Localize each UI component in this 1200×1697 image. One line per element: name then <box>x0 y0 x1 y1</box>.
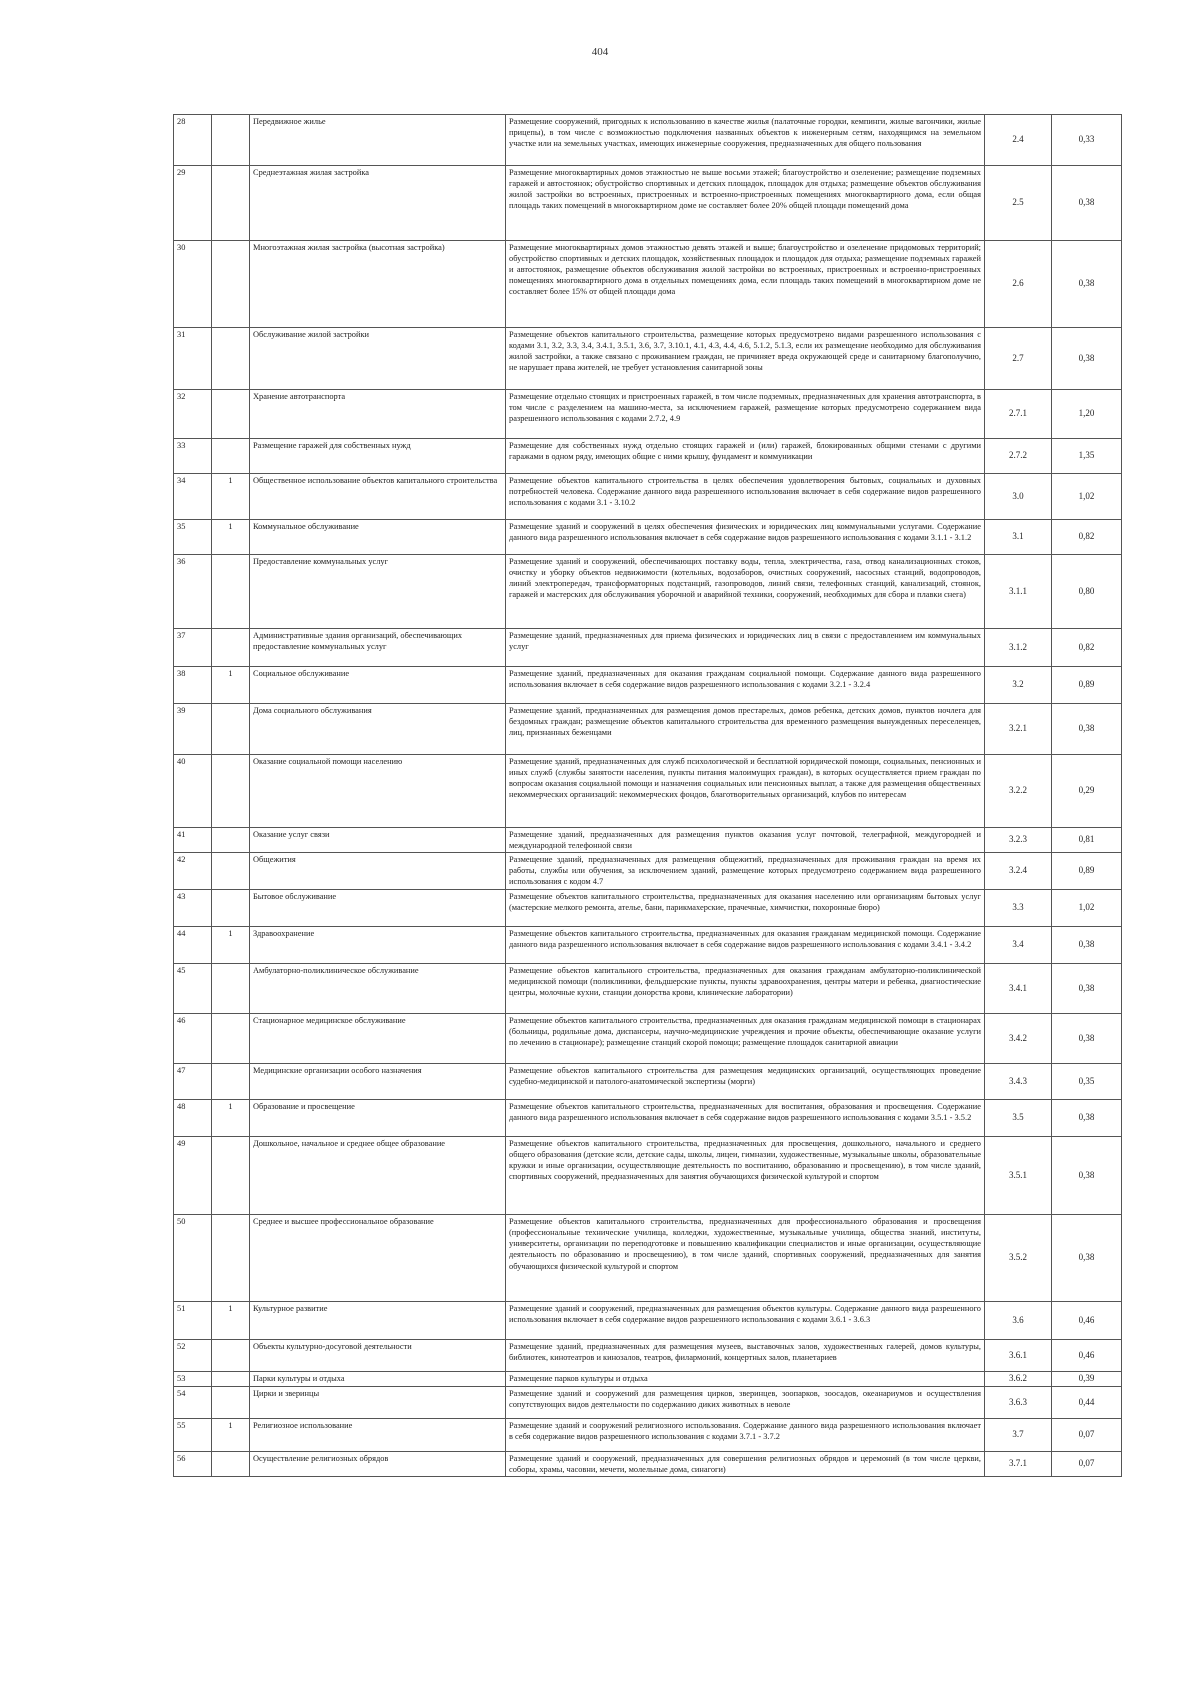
coefficient-value: 0,38 <box>1052 328 1122 390</box>
coefficient-value: 0,82 <box>1052 629 1122 667</box>
row-level <box>212 439 250 474</box>
coefficient-value: 0,38 <box>1052 166 1122 241</box>
land-use-code: 3.7 <box>985 1419 1052 1452</box>
table-row <box>174 629 1122 667</box>
land-use-code: 3.3 <box>985 890 1052 927</box>
coefficient-value: 0,29 <box>1052 755 1122 828</box>
table-row <box>174 520 1122 555</box>
land-use-code: 2.7 <box>985 328 1052 390</box>
land-use-code: 3.4 <box>985 927 1052 964</box>
land-use-code: 3.2.2 <box>985 755 1052 828</box>
page-number: 404 <box>591 46 609 58</box>
row-level <box>212 555 250 629</box>
table-row <box>174 853 1122 890</box>
coefficient-value: 0,38 <box>1052 1137 1122 1215</box>
land-use-description: Размещение парков культуры и отдыха <box>506 1372 985 1387</box>
row-number: 43 <box>174 890 212 927</box>
land-use-name: Многоэтажная жилая застройка (высотная застройка) <box>250 241 506 328</box>
land-use-code: 3.6 <box>985 1302 1052 1340</box>
row-level <box>212 755 250 828</box>
table-row <box>174 1419 1122 1452</box>
land-use-description: Размещение отдельно стоящих и пристроенных гаражей, в том числе подземных, предназначенных для хранения автотранспорта, в том числе с разделением на машино-места, за исключением гаражей, размещение которых предусмотрено содержанием вида разрешенного использования с кодами 2.7.2, 4.9 <box>506 390 985 439</box>
land-use-code: 3.6.1 <box>985 1340 1052 1372</box>
table-row <box>174 1387 1122 1419</box>
table-row <box>174 1100 1122 1137</box>
land-use-code: 3.1 <box>985 520 1052 555</box>
coefficient-value: 0,82 <box>1052 520 1122 555</box>
row-level <box>212 390 250 439</box>
row-level <box>212 1340 250 1372</box>
land-use-name: Оказание услуг связи <box>250 828 506 853</box>
table-row <box>174 166 1122 241</box>
coefficient-value: 0,46 <box>1052 1302 1122 1340</box>
land-use-name: Здравоохранение <box>250 927 506 964</box>
row-number: 46 <box>174 1014 212 1064</box>
row-number: 29 <box>174 166 212 241</box>
land-use-description: Размещение зданий, предназначенных для размещения общежитий, предназначенных для проживания граждан на время их работы, службы или обучения, за исключением зданий, размещение которых предусмотрено содержанием вида разрешенного использования с кодом 4.7 <box>506 853 985 890</box>
row-number: 56 <box>174 1452 212 1477</box>
table-row <box>174 1302 1122 1340</box>
coefficient-value: 0,44 <box>1052 1387 1122 1419</box>
land-use-code: 2.6 <box>985 241 1052 328</box>
land-use-description: Размещение зданий и сооружений в целях обеспечения физических и юридических лиц коммунальными услугами. Содержание данного вида разрешенного использования включает в себя содержание видов разрешенного использования с кодами 3.1.1 - 3.1.2 <box>506 520 985 555</box>
table-row <box>174 890 1122 927</box>
table-row <box>174 755 1122 828</box>
land-use-code: 3.0 <box>985 474 1052 520</box>
land-use-description: Размещение многоквартирных домов этажностью девять этажей и выше; благоустройство и озеленение придомовых территорий; обустройство спортивных и детских площадок, хозяйственных площадок и площадок для отдыха; размещение подземных гаражей и автостоянок, размещение объектов обслуживания жилой застройки во встроенных, пристроенных и встроенно-пристроенных помещениях многоквартирного дома в отдельных помещениях дома, если площадь таких помещений в многоквартирном доме не составляет более 15% от общей площади дома <box>506 241 985 328</box>
land-use-description: Размещение зданий, предназначенных для оказания гражданам социальной помощи. Содержание данного вида разрешенного использования включает в себя содержание видов разрешенного использования с кодами 3.2.1 - 3.2.4 <box>506 667 985 704</box>
coefficient-value: 0,38 <box>1052 927 1122 964</box>
coefficient-value: 0,38 <box>1052 241 1122 328</box>
row-level <box>212 964 250 1014</box>
row-level <box>212 890 250 927</box>
land-use-code: 3.7.1 <box>985 1452 1052 1477</box>
land-use-description: Размещение зданий, предназначенных для размещения музеев, выставочных залов, художественных галерей, домов культуры, библиотек, кинотеатров и кинозалов, театров, филармоний, концертных залов, планетариев <box>506 1340 985 1372</box>
row-number: 30 <box>174 241 212 328</box>
land-use-name: Объекты культурно-досуговой деятельности <box>250 1340 506 1372</box>
table-row <box>174 1014 1122 1064</box>
row-number: 48 <box>174 1100 212 1137</box>
land-use-description: Размещение объектов капитального строительства, предназначенных для оказания населению или организациям бытовых услуг (мастерские мелкого ремонта, ателье, бани, парикмахерские, прачечные, химчистки, похоронные бюро) <box>506 890 985 927</box>
row-level <box>212 704 250 755</box>
coefficient-value: 1,02 <box>1052 474 1122 520</box>
land-use-code: 3.4.3 <box>985 1064 1052 1100</box>
row-number: 32 <box>174 390 212 439</box>
table-row <box>174 704 1122 755</box>
row-number: 42 <box>174 853 212 890</box>
row-level: 1 <box>212 927 250 964</box>
land-use-name: Обслуживание жилой застройки <box>250 328 506 390</box>
land-use-description: Размещение объектов капитального строительства, предназначенных для просвещения, дошкольного, начального и среднего общего образования (детские ясли, детские сады, школы, лицеи, гимназии, художественные, музыкальные школы, образовательные кружки и иные организации, осуществляющие деятельность по воспитанию, образованию и просвещению), в том числе зданий, спортивных сооружений, предназначенных для занятия обучающихся физической культурой и спортом <box>506 1137 985 1215</box>
land-use-name: Осуществление религиозных обрядов <box>250 1452 506 1477</box>
table-row <box>174 1215 1122 1302</box>
table-row <box>174 474 1122 520</box>
table-row <box>174 1452 1122 1477</box>
land-use-name: Предоставление коммунальных услуг <box>250 555 506 629</box>
land-use-description: Размещение объектов капитального строительства, размещение которых предусмотрено видами разрешенного использования с кодами 3.1, 3.2, 3.3, 3.4, 3.4.1, 3.5.1, 3.6, 3.7, 3.10.1, 4.1, 4.3, 4.4, 4.6, 5.1.2, 5.1.3, если их размещение необходимо для обслуживания жилой застройки, а также связано с проживанием граждан, не причиняет вреда окружающей среде и санитарному благополучию, не нарушает права жителей, не требует установления санитарной зоны <box>506 328 985 390</box>
land-use-code: 3.1.2 <box>985 629 1052 667</box>
row-level <box>212 1064 250 1100</box>
table-row <box>174 1137 1122 1215</box>
row-level <box>212 241 250 328</box>
land-use-name: Передвижное жилье <box>250 115 506 166</box>
land-use-code: 3.5.2 <box>985 1215 1052 1302</box>
land-use-code: 3.2.3 <box>985 828 1052 853</box>
land-use-description: Размещение для собственных нужд отдельно стоящих гаражей и (или) гаражей, блокированных общими стенами с другими гаражами в одном ряду, имеющих общие с ними крышу, фундамент и коммуникации <box>506 439 985 474</box>
row-number: 37 <box>174 629 212 667</box>
land-use-description: Размещение объектов капитального строительства, предназначенных для оказания гражданам медицинской помощи в стационарах (больницы, родильные дома, диспансеры, научно-медицинские учреждения и прочие объекты, обеспечивающие оказание услуги по лечению в стационаре); размещение станций скорой помощи; размещение площадок санитарной авиации <box>506 1014 985 1064</box>
row-level <box>212 1014 250 1064</box>
coefficient-value: 0,35 <box>1052 1064 1122 1100</box>
land-use-name: Общежития <box>250 853 506 890</box>
land-use-description: Размещение зданий и сооружений, предназначенных для совершения религиозных обрядов и церемоний (в том числе церкви, соборы, храмы, часовни, мечети, молельные дома, синагоги) <box>506 1452 985 1477</box>
land-use-name: Коммунальное обслуживание <box>250 520 506 555</box>
row-number: 45 <box>174 964 212 1014</box>
row-level: 1 <box>212 1419 250 1452</box>
land-use-code: 2.7.1 <box>985 390 1052 439</box>
land-use-description: Размещение объектов капитального строительства, предназначенных для оказания гражданам медицинской помощи. Содержание данного вида разрешенного использования включает в себя содержание видов разрешенного использования с кодами 3.4.1 - 3.4.2 <box>506 927 985 964</box>
land-use-description: Размещение зданий, предназначенных для приема физических и юридических лиц в связи с предоставлением им коммунальных услуг <box>506 629 985 667</box>
table-row <box>174 1372 1122 1387</box>
land-use-name: Оказание социальной помощи населению <box>250 755 506 828</box>
table-row <box>174 555 1122 629</box>
coefficient-value: 0,38 <box>1052 964 1122 1014</box>
land-use-name: Бытовое обслуживание <box>250 890 506 927</box>
land-use-description: Размещение зданий, предназначенных для размещения пунктов оказания услуг почтовой, телеграфной, междугородней и международной телефонной связи <box>506 828 985 853</box>
coefficient-value: 0,39 <box>1052 1372 1122 1387</box>
land-use-name: Дошкольное, начальное и среднее общее образование <box>250 1137 506 1215</box>
table-row <box>174 828 1122 853</box>
coefficient-value: 0,07 <box>1052 1452 1122 1477</box>
land-use-code: 3.2.4 <box>985 853 1052 890</box>
row-number: 36 <box>174 555 212 629</box>
row-level: 1 <box>212 520 250 555</box>
row-number: 55 <box>174 1419 212 1452</box>
land-use-description: Размещение сооружений, пригодных к использованию в качестве жилья (палаточные городки, кемпинги, жилые вагончики, жилые прицепы), в том числе с возможностью подключения названных объектов к инженерным сетям, находящимся на земельном участке или на земельных участках, имеющих инженерные сооружения, предназначенных для общего пользования <box>506 115 985 166</box>
row-level <box>212 1387 250 1419</box>
land-use-code: 2.5 <box>985 166 1052 241</box>
land-use-code: 3.6.2 <box>985 1372 1052 1387</box>
table-row <box>174 1340 1122 1372</box>
row-number: 41 <box>174 828 212 853</box>
row-number: 49 <box>174 1137 212 1215</box>
coefficient-value: 1,20 <box>1052 390 1122 439</box>
land-use-name: Образование и просвещение <box>250 1100 506 1137</box>
land-use-description: Размещение зданий, предназначенных для размещения домов престарелых, домов ребенка, детских домов, пунктов ночлега для бездомных граждан; размещение объектов капитального строительства для временного размещения вынужденных переселенцев, лиц, признанных беженцами <box>506 704 985 755</box>
row-number: 53 <box>174 1372 212 1387</box>
land-use-name: Общественное использование объектов капитального строительства <box>250 474 506 520</box>
coefficient-value: 0,33 <box>1052 115 1122 166</box>
land-use-description: Размещение объектов капитального строительства для размещения медицинских организаций, осуществляющих проведение судебно-медицинской и патолого-анатомической экспертизы (морги) <box>506 1064 985 1100</box>
coefficient-value: 0,81 <box>1052 828 1122 853</box>
table-row <box>174 667 1122 704</box>
land-use-code: 3.4.1 <box>985 964 1052 1014</box>
row-level <box>212 629 250 667</box>
coefficient-value: 0,38 <box>1052 1215 1122 1302</box>
coefficient-value: 0,38 <box>1052 1100 1122 1137</box>
land-use-code: 3.5 <box>985 1100 1052 1137</box>
coefficient-value: 0,38 <box>1052 1014 1122 1064</box>
land-use-description: Размещение зданий и сооружений для размещения цирков, зверинцев, зоопарков, зоосадов, океанариумов и осуществления сопутствующих видов деятельности по содержанию диких животных в неволе <box>506 1387 985 1419</box>
coefficient-value: 0,80 <box>1052 555 1122 629</box>
row-number: 35 <box>174 520 212 555</box>
land-use-code: 3.6.3 <box>985 1387 1052 1419</box>
table-row <box>174 439 1122 474</box>
coefficient-value: 0,38 <box>1052 704 1122 755</box>
row-level <box>212 328 250 390</box>
row-level: 1 <box>212 1302 250 1340</box>
row-number: 39 <box>174 704 212 755</box>
row-level <box>212 166 250 241</box>
land-use-name: Медицинские организации особого назначения <box>250 1064 506 1100</box>
table-row <box>174 927 1122 964</box>
land-use-name: Среднеэтажная жилая застройка <box>250 166 506 241</box>
land-use-name: Хранение автотранспорта <box>250 390 506 439</box>
land-use-code: 3.1.1 <box>985 555 1052 629</box>
land-use-description: Размещение объектов капитального строительства, предназначенных для воспитания, образования и просвещения. Содержание данного вида разрешенного использования включает в себя содержание видов разрешенного использования с кодами 3.5.1 - 3.5.2 <box>506 1100 985 1137</box>
land-use-name: Стационарное медицинское обслуживание <box>250 1014 506 1064</box>
row-number: 34 <box>174 474 212 520</box>
land-use-description: Размещение объектов капитального строительства, предназначенных для профессионального образования и просвещения (профессиональные технические училища, колледжи, художественные, музыкальные училища, общества знаний, институты, университеты, организации по переподготовке и повышению квалификации специалистов и иные организации, осуществляющие деятельность по образованию и просвещению), в том числе зданий, спортивных сооружений, предназначенных для занятия обучающихся физической культурой и спортом <box>506 1215 985 1302</box>
row-level <box>212 853 250 890</box>
table-row <box>174 115 1122 166</box>
row-level: 1 <box>212 1100 250 1137</box>
coefficient-value: 0,07 <box>1052 1419 1122 1452</box>
land-use-name: Социальное обслуживание <box>250 667 506 704</box>
table-row <box>174 390 1122 439</box>
table-row <box>174 1064 1122 1100</box>
land-use-table <box>173 114 1122 1477</box>
row-level <box>212 115 250 166</box>
row-level <box>212 828 250 853</box>
land-use-code: 3.5.1 <box>985 1137 1052 1215</box>
row-level <box>212 1215 250 1302</box>
land-use-name: Религиозное использование <box>250 1419 506 1452</box>
land-use-description: Размещение зданий, предназначенных для служб психологической и бесплатной юридической помощи, социальных, пенсионных и иных служб (службы занятости населения, пункты питания малоимущих граждан), в которых осуществляется прием граждан по вопросам оказания социальной помощи и назначения социальных или пенсионных выплат, а также для размещения общественных некоммерческих организаций: некоммерческих фондов, благотворительных организаций, клубов по интересам <box>506 755 985 828</box>
land-use-code: 2.4 <box>985 115 1052 166</box>
table-row <box>174 964 1122 1014</box>
land-use-name: Дома социального обслуживания <box>250 704 506 755</box>
row-number: 47 <box>174 1064 212 1100</box>
coefficient-value: 1,35 <box>1052 439 1122 474</box>
row-number: 28 <box>174 115 212 166</box>
land-use-name: Административные здания организаций, обеспечивающих предоставление коммунальных услуг <box>250 629 506 667</box>
table-row <box>174 241 1122 328</box>
row-number: 51 <box>174 1302 212 1340</box>
land-use-name: Амбулаторно-поликлиническое обслуживание <box>250 964 506 1014</box>
row-number: 52 <box>174 1340 212 1372</box>
coefficient-value: 0,89 <box>1052 853 1122 890</box>
land-use-code: 3.2 <box>985 667 1052 704</box>
coefficient-value: 0,89 <box>1052 667 1122 704</box>
row-number: 33 <box>174 439 212 474</box>
row-level: 1 <box>212 667 250 704</box>
table-row <box>174 328 1122 390</box>
table-body <box>174 115 1122 1477</box>
row-number: 50 <box>174 1215 212 1302</box>
row-level: 1 <box>212 474 250 520</box>
land-use-name: Размещение гаражей для собственных нужд <box>250 439 506 474</box>
row-number: 44 <box>174 927 212 964</box>
land-use-description: Размещение объектов капитального строительства, предназначенных для оказания гражданам амбулаторно-поликлинической медицинской помощи (поликлиники, фельдшерские пункты, пункты здравоохранения, центры матери и ребенка, диагностические центры, молочные кухни, станции донорства крови, клинические лаборатории) <box>506 964 985 1014</box>
coefficient-value: 0,46 <box>1052 1340 1122 1372</box>
land-use-code: 3.4.2 <box>985 1014 1052 1064</box>
row-number: 31 <box>174 328 212 390</box>
land-use-description: Размещение зданий и сооружений, обеспечивающих поставку воды, тепла, электричества, газа, отвод канализационных стоков, очистку и уборку объектов недвижимости (котельных, водозаборов, очистных сооружений, насосных станций, водопроводов, линий электропередач, трансформаторных подстанций, газопроводов, линий связи, телефонных станций, канализаций, стоянок, гаражей и мастерских для обслуживания уборочной и аварийной техники, сооружений, необходимых для сбора и плавки снега) <box>506 555 985 629</box>
land-use-description: Размещение объектов капитального строительства в целях обеспечения удовлетворения бытовых, социальных и духовных потребностей человека. Содержание данного вида разрешенного использования включает в себя содержание видов разрешенного использования с кодами 3.1 - 3.10.2 <box>506 474 985 520</box>
land-use-code: 2.7.2 <box>985 439 1052 474</box>
land-use-name: Цирки и зверинцы <box>250 1387 506 1419</box>
row-level <box>212 1452 250 1477</box>
land-use-name: Среднее и высшее профессиональное образование <box>250 1215 506 1302</box>
row-number: 54 <box>174 1387 212 1419</box>
land-use-description: Размещение зданий и сооружений религиозного использования. Содержание данного вида разрешенного использования включает в себя содержание видов разрешенного использования с кодами 3.7.1 - 3.7.2 <box>506 1419 985 1452</box>
land-use-code: 3.2.1 <box>985 704 1052 755</box>
coefficient-value: 1,02 <box>1052 890 1122 927</box>
land-use-name: Культурное развитие <box>250 1302 506 1340</box>
row-number: 38 <box>174 667 212 704</box>
land-use-description: Размещение зданий и сооружений, предназначенных для размещения объектов культуры. Содержание данного вида разрешенного использования включает в себя содержание видов разрешенного использования с кодами 3.6.1 - 3.6.3 <box>506 1302 985 1340</box>
land-use-description: Размещение многоквартирных домов этажностью не выше восьми этажей; благоустройство и озеленение; размещение подземных гаражей и автостоянок; обустройство спортивных и детских площадок, площадок для отдыха; размещение объектов обслуживания жилой застройки во встроенных, пристроенных и встроенно-пристроенных помещениях многоквартирного дома, если общая площадь таких помещений в многоквартирном доме не составляет более 20% общей площади помещений дома <box>506 166 985 241</box>
row-number: 40 <box>174 755 212 828</box>
row-level <box>212 1372 250 1387</box>
row-level <box>212 1137 250 1215</box>
land-use-name: Парки культуры и отдыха <box>250 1372 506 1387</box>
